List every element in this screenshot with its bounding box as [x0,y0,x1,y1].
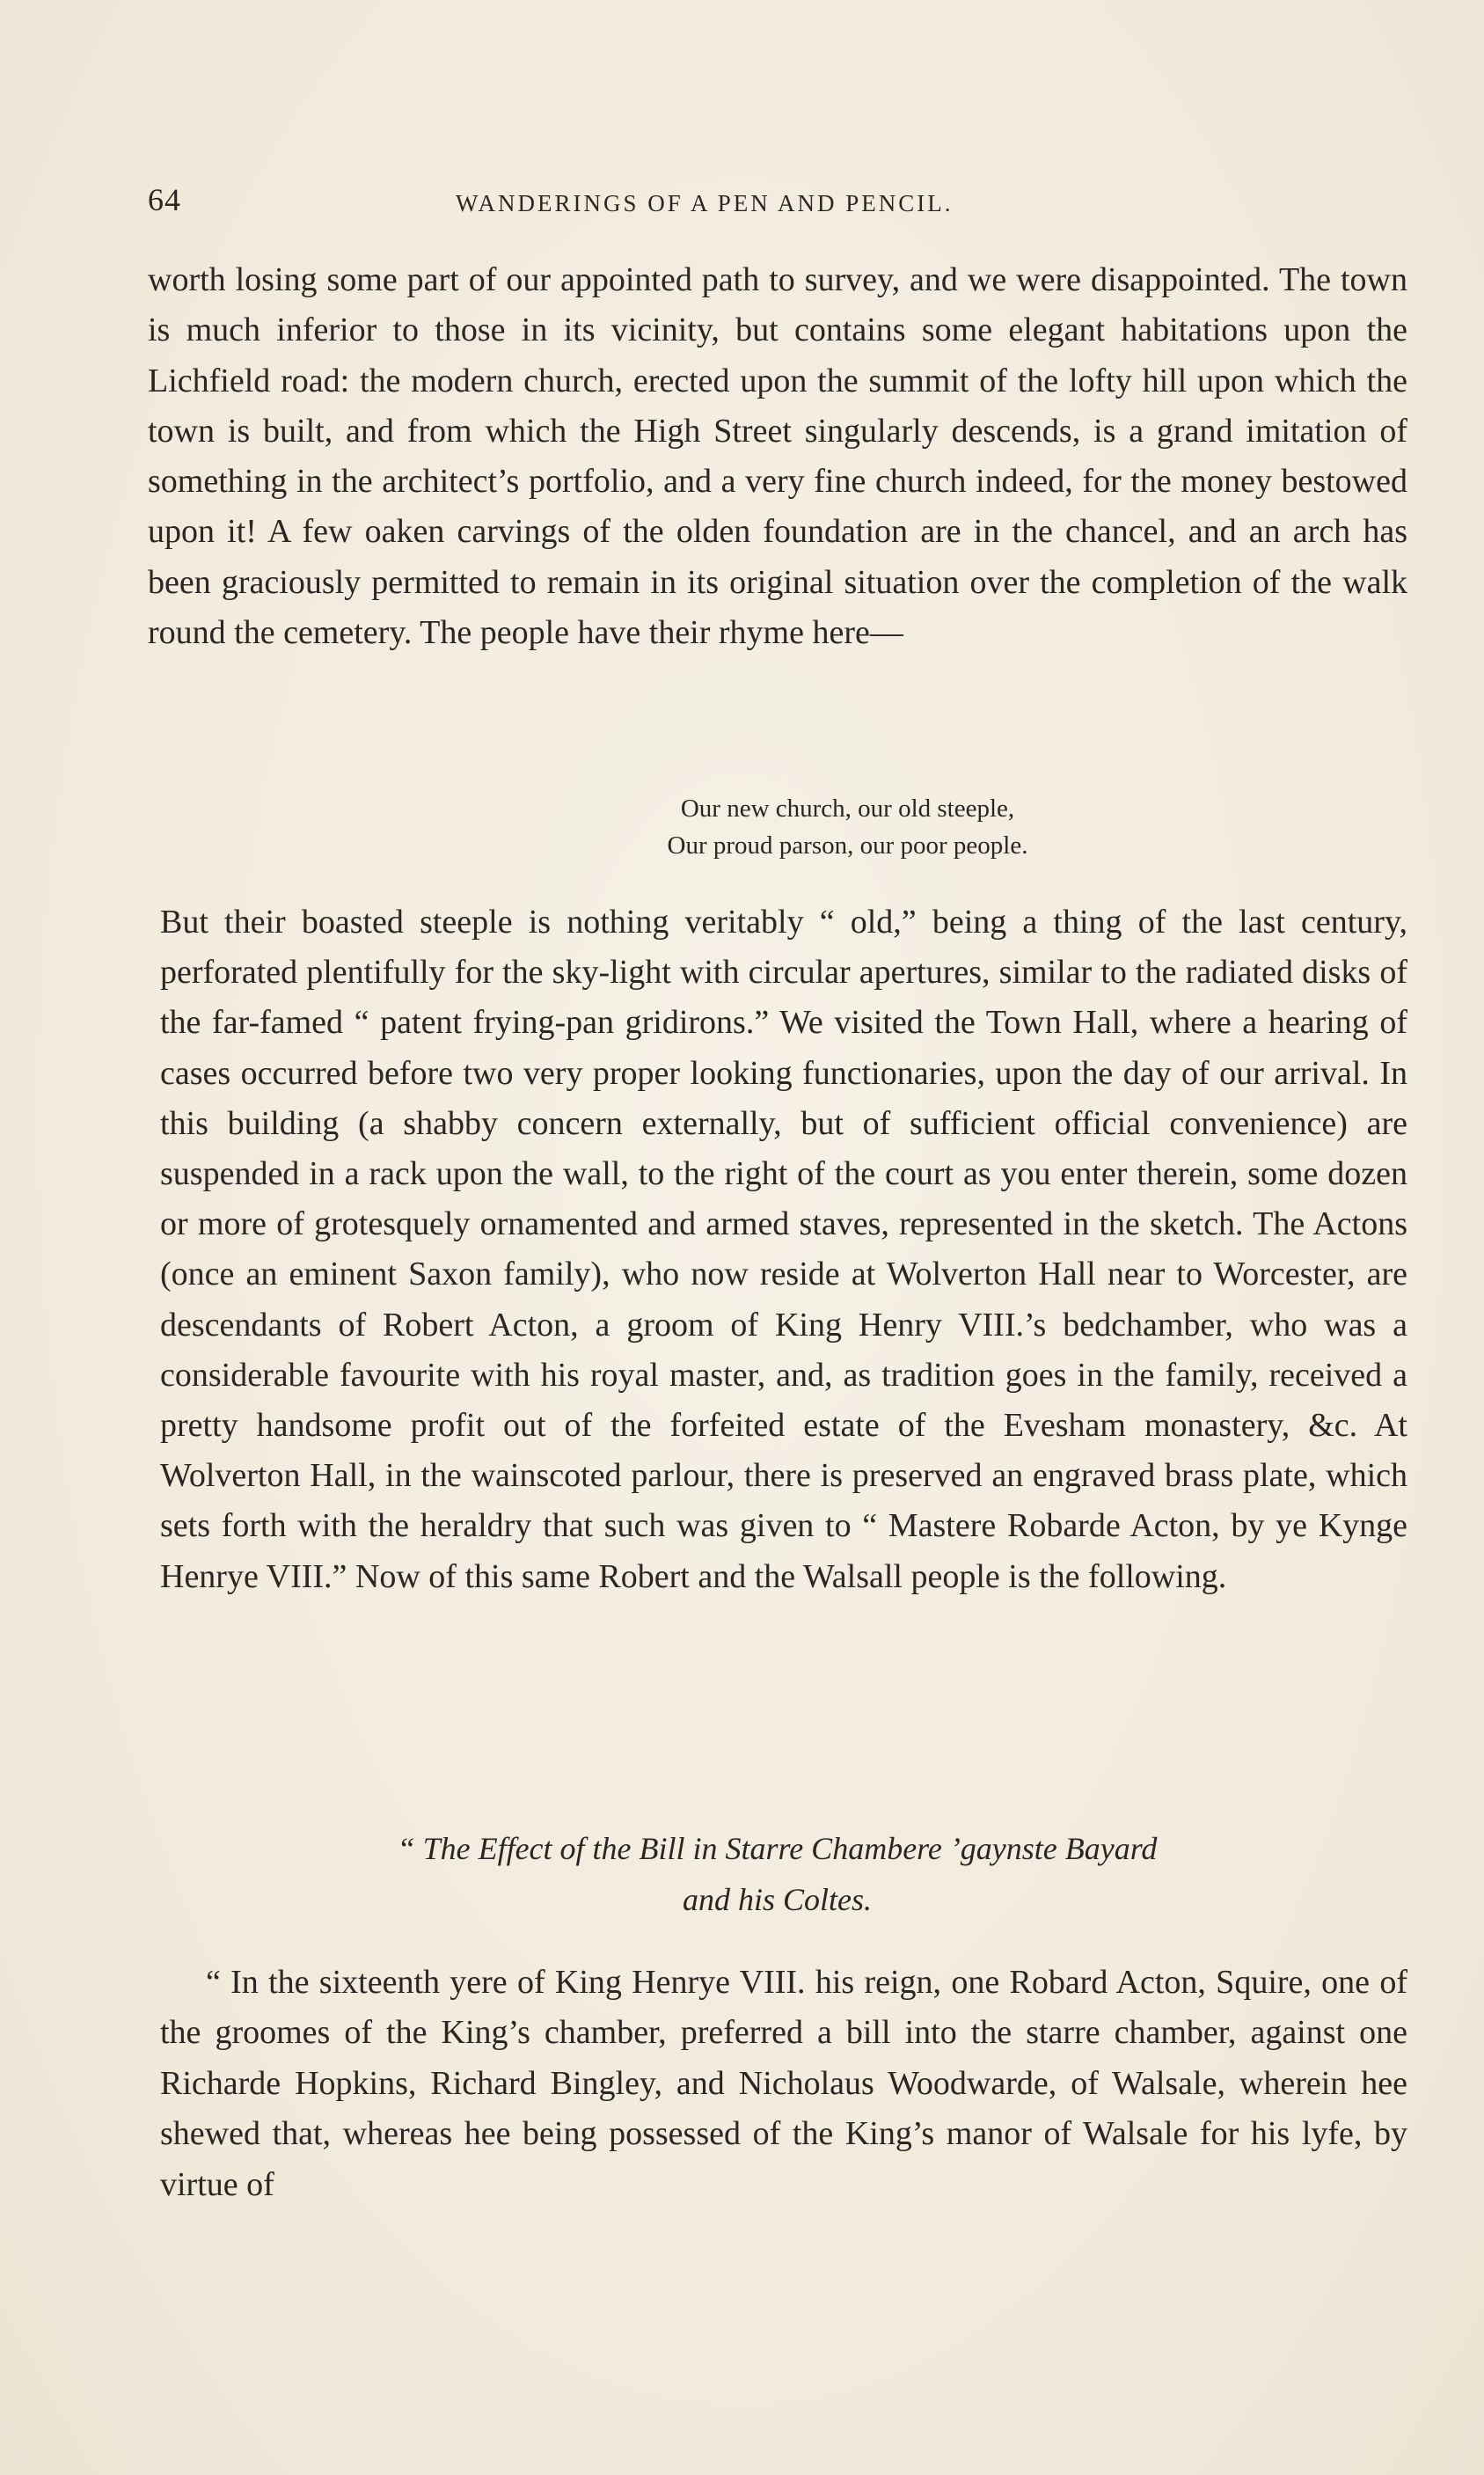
verse-line-1: Our new church, our old steeple, [680,794,1015,823]
page-header [148,181,1415,225]
rhyme-verse [106,790,1484,864]
paragraph-starre-chamber: “ In the sixteenth yere of King Henrye VIII. his reign, one Robard Acton, Squire, one of the groomes of the King’s chamber, preferred a bill into the starre chamber, against one Richarde Hopkins, Richard Bingley, and Nicholaus Woodwarde, of Walsale, wherein hee shewed that, whereas hee being possessed of the King’s manor of Walsale for his lyfe, by virtue of [160,1964,1407,2203]
section-heading-line-2: and his Coltes. [682,1882,872,1917]
page-number: 64 [148,182,181,217]
paragraph-steeple-town-hall: But their boasted steeple is nothing veritably “ old,” being a thing of the last century, perforated plentifully for the sky-light with circular apertures, similar to the radiated disks of the far-famed “ patent frying-pan gridirons.” We visited the Town Hall, where a hearing of cases occurred before two very proper looking functionaries, upon the day of our arrival. In this building (a shabby concern externally, but of sufficient official convenience) are suspended in a rack upon the wall, to the right of the court as you enter therein, some dozen or more of grotesquely ornamented and armed staves, represented in the sketch. The Actons (once an eminent Saxon family), who now reside at Wolverton Hall near to Worcester, are descendants of Robert Acton, a groom of King Henry VIII.’s bedchamber, who was a considerable favourite with his royal master, and, as tradition goes in the family, received a pretty handsome profit out of the forfeited estate of the Evesham monastery, &c. At Wolverton Hall, in the wainscoted parlour, there is preserved an engraved brass plate, which sets forth with the heraldry that such was given to “ Mastere Robarde Acton, by ye Kynge Henrye VIII.” Now of this same Robert and the Walsall people is the following. [160,904,1407,1595]
running-title: WANDERINGS OF A PEN AND PENCIL. [456,190,954,216]
section-heading-line-1: “ The Effect of the Bill in Starre Chambere ’gaynste Bayard [397,1831,1158,1866]
paragraph-opening: worth losing some part of our appointed path to survey, and we were disappointed. The town is much inferior to those in its vicinity, but contains some elegant habitations upon the Lichfield road: the modern church, erected upon the summit of the lofty hill upon which the town is built, and from which the High Street singularly descends, is a grand imitation of something in the architect’s portfolio, and a very fine church indeed, for the money bestowed upon it! A few oaken carvings of the olden foundation are in the chancel, and an arch has been graciously permitted to remain in its original situation over the completion of the walk round the cemetery. The people have their rhyme here— [148,261,1407,652]
verse-line-2: Our proud parson, our poor people. [667,831,1028,860]
section-heading [35,1823,1484,1925]
